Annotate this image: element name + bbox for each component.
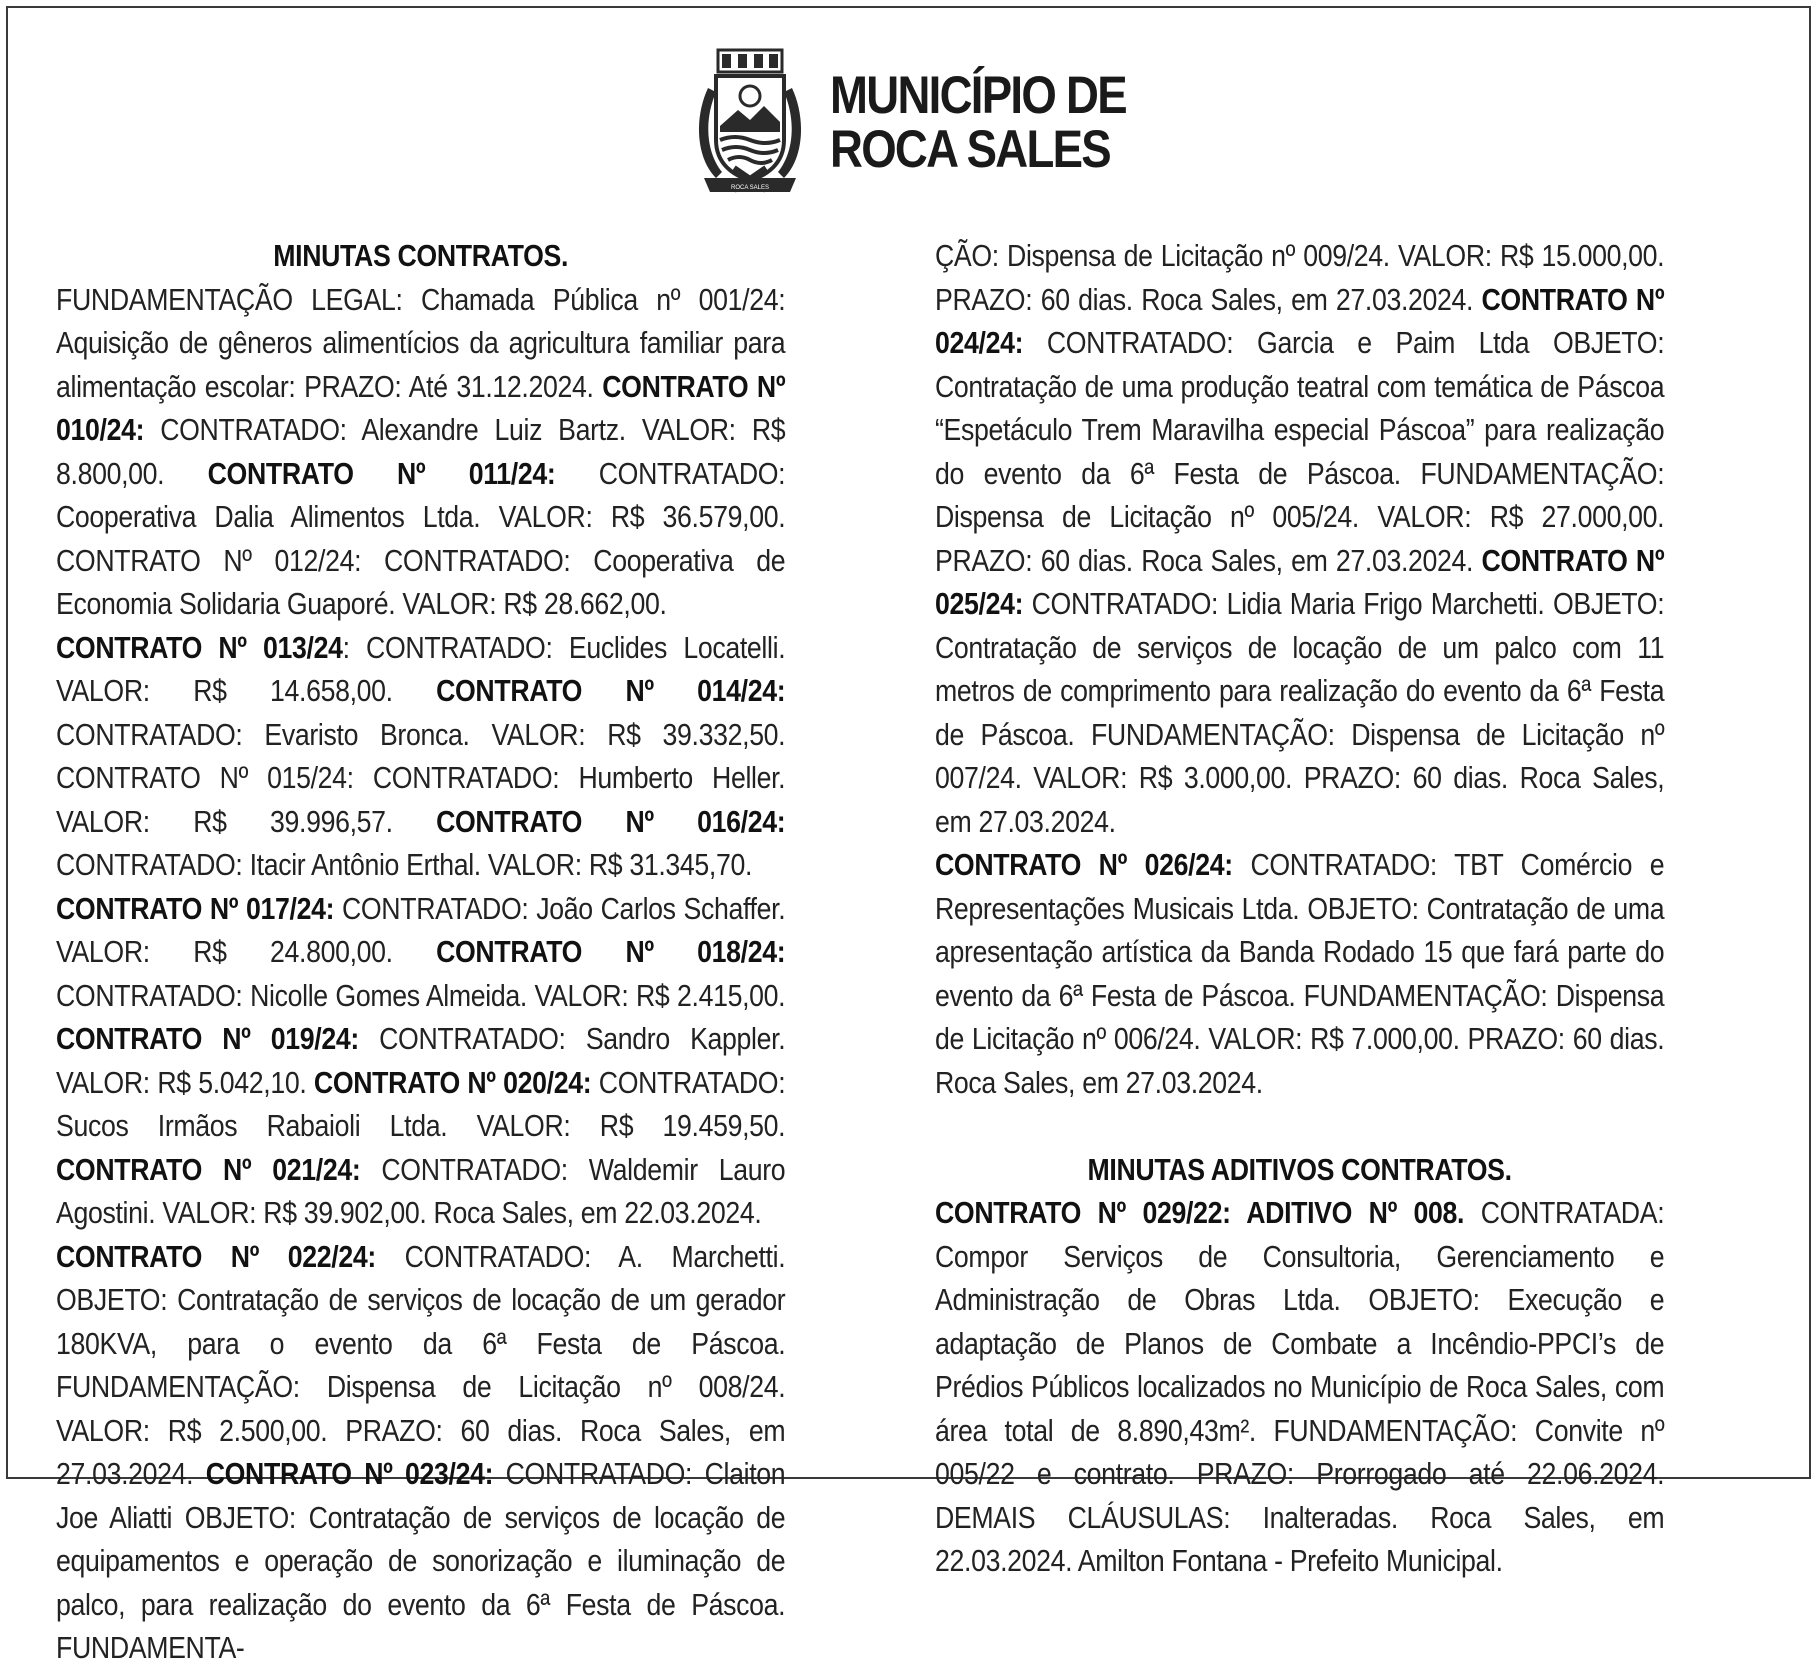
title-line-1: MUNICÍPIO DE <box>830 66 1126 125</box>
page-frame <box>6 6 1811 1665</box>
right-column <box>935 234 1664 1583</box>
right-paragraph-3: CONTRATO Nº 029/22: ADITIVO Nº 008. CONTRATADA: Compor Serviços de Consultoria, Gerenciamento e Administração de Obras Ltda. OBJETO: Execução e adaptação de Planos de Combate a Incêndio-PPCI’s de Prédios Públicos localizados no Município de Roca Sales, com área total de 8.890,43m². FUNDAMENTAÇÃO: Convite nº 005/22 e contrato. PRAZO: Prorrogado até 22.06.2024. DEMAIS CLÁUSULAS: Inalteradas. Roca Sales, em 22.03.2024. Amilton Fontana - Prefeito Municipal. <box>935 1195 1665 1578</box>
section-gap <box>935 1104 1664 1148</box>
municipal-seal <box>694 48 806 198</box>
left-paragraph-1: FUNDAMENTAÇÃO LEGAL: Chamada Pública nº 001/24: Aquisição de gêneros alimentícios da agricultura familiar para alimentação escolar: PRAZO: Até 31.12.2024. CONTRATO Nº 010/24: CONTRATADO: Alexandre Luiz Bartz. VALOR: R$ 8.800,00. CONTRATO Nº 011/24: CONTRATADO: Cooperativa Dalia Alimentos Ltda. VALOR: R$ 36.579,00. CONTRATO Nº 012/24: CONTRATADO: Cooperativa de Economia Solidaria Guaporé. VALOR: R$ 28.662,00. <box>56 281 786 621</box>
left-column <box>56 234 785 1670</box>
section-title-aditivos: MINUTAS ADITIVOS CONTRATOS. <box>1087 1151 1512 1187</box>
seal-graphic <box>694 48 806 198</box>
left-paragraph-2: CONTRATO Nº 013/24: CONTRATADO: Euclides Locatelli. VALOR: R$ 14.658,00. CONTRATO Nº 014/24: CONTRATADO: Evaristo Bronca. VALOR: R$ 39.332,50. CONTRATO Nº 015/24: CONTRATADO: Humberto Heller. VALOR: R$ 39.996,57. CONTRATO Nº 016/24: CONTRATADO: Itacir Antônio Erthal. VALOR: R$ 31.345,70. <box>56 629 786 882</box>
page-title <box>830 66 1126 179</box>
right-paragraph-1: ÇÃO: Dispensa de Licitação nº 009/24. VALOR: R$ 15.000,00. PRAZO: 60 dias. Roca Sales, em 27.03.2024. CONTRATO Nº 024/24: CONTRATADO: Garcia e Paim Ltda OBJETO: Contratação de uma produção teatral com temática de Páscoa “Espetáculo Trem Maravilha especial Páscoa” para realização do evento da 6ª Festa de Páscoa. FUNDAMENTAÇÃO: Dispensa de Licitação nº 005/24. VALOR: R$ 27.000,00. PRAZO: 60 dias. Roca Sales, em 27.03.2024. CONTRATO Nº 025/24: CONTRATADO: Lidia Maria Frigo Marchetti. OBJETO: Contratação de serviços de locação de um palco com 11 metros de comprimento para realização do evento da 6ª Festa de Páscoa. FUNDAMENTAÇÃO: Dispensa de Licitação nº 007/24. VALOR: R$ 3.000,00. PRAZO: 60 dias. Roca Sales, em 27.03.2024. <box>935 238 1665 839</box>
section-title-contratos: MINUTAS CONTRATOS. <box>273 238 569 273</box>
left-paragraph-3: CONTRATO Nº 017/24: CONTRATADO: João Carlos Schaffer. VALOR: R$ 24.800,00. CONTRATO Nº 018/24: CONTRATADO: Nicolle Gomes Almeida. VALOR: R$ 2.415,00. CONTRATO Nº 019/24: CONTRATADO: Sandro Kappler. VALOR: R$ 5.042,10. CONTRATO Nº 020/24: CONTRATADO: Sucos Irmãos Rabaioli Ltda. VALOR: R$ 19.459,50. CONTRATO Nº 021/24: CONTRATADO: Waldemir Lauro Agostini. VALOR: R$ 39.902,00. Roca Sales, em 22.03.2024. <box>56 890 786 1230</box>
header <box>694 48 1174 198</box>
seal-motto: ROCA SALES <box>730 185 770 191</box>
left-paragraph-4: CONTRATO Nº 022/24: CONTRATADO: A. Marchetti. OBJETO: Contratação de serviços de locação de um gerador 180KVA, para o evento da 6ª Festa de Páscoa. FUNDAMENTAÇÃO: Dispensa de Licitação nº 008/24. VALOR: R$ 2.500,00. PRAZO: 60 dias. Roca Sales, em 27.03.2024. CONTRATO Nº 023/24: CONTRATADO: Claiton Joe Aliatti OBJETO: Contratação de serviços de locação de equipamentos e operação de sonorização e iluminação de palco, para realização do evento da 6ª Festa de Páscoa. FUNDAMENTA- <box>56 1238 786 1665</box>
right-paragraph-2: CONTRATO Nº 026/24: CONTRATADO: TBT Comércio e Representações Musicais Ltda. OBJETO: Contratação de uma apresentação artística da Banda Rodado 15 que fará parte do evento da 6ª Festa de Páscoa. FUNDAMENTAÇÃO: Dispensa de Licitação nº 006/24. VALOR: R$ 7.000,00. PRAZO: 60 dias. Roca Sales, em 27.03.2024. <box>935 847 1665 1100</box>
title-line-2: ROCA SALES <box>830 120 1110 179</box>
